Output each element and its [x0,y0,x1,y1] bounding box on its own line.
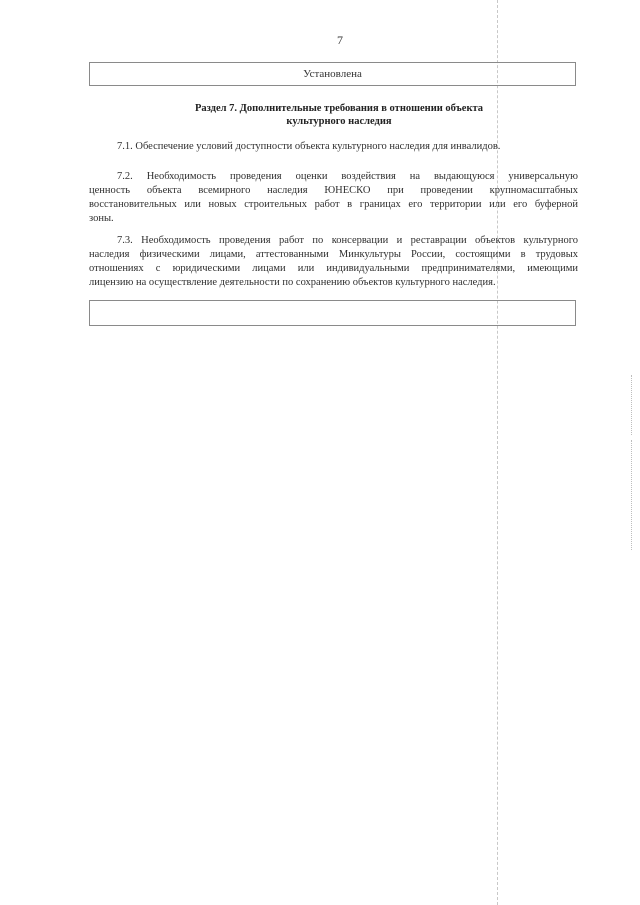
paragraph-line: лицензию на осуществление деятельности по сохранению объектов культурного наследия. [89,277,496,288]
paragraph-line: 7.2. Необходимость проведения оценки воздействия на выдающуюся универсальную [117,171,578,182]
paragraph-7-3 [89,234,578,290]
paragraph-line: 7.1. Обеспечение условий доступности объекта культурного наследия для инвалидов. [117,141,501,152]
empty-box [89,300,576,326]
section-title-line: культурного наследия [286,116,392,127]
status-box [89,62,576,86]
paragraph-line: восстановительных или новых строительных работ в границах его территории или его буферной [89,199,578,210]
paragraph-line: зоны. [89,213,114,224]
paragraph-line: отношениях с юридическими лицами или индивидуальными предпринимателями, имеющими [89,263,578,274]
paragraph-line: наследия физическими лицами, аттестованными Минкультуры России, состоящими в трудовых [89,249,578,260]
paragraph-7-1 [89,140,578,154]
paragraph-line: 7.3. Необходимость проведения работ по консервации и реставрации объектов культурного [117,235,578,246]
scan-edge-mark [631,375,632,435]
section-title-line: Раздел 7. Дополнительные требования в отношении объекта [194,103,484,114]
scan-edge-mark [631,440,632,550]
page-number: 7 [337,33,343,47]
scan-fold-line [497,0,498,905]
section-title [89,102,589,128]
paragraph-7-2 [89,170,578,226]
paragraph-line: ценность объекта всемирного наследия ЮНЕСКО при проведении крупномасштабных [89,185,578,196]
status-label: Установлена [303,68,362,80]
